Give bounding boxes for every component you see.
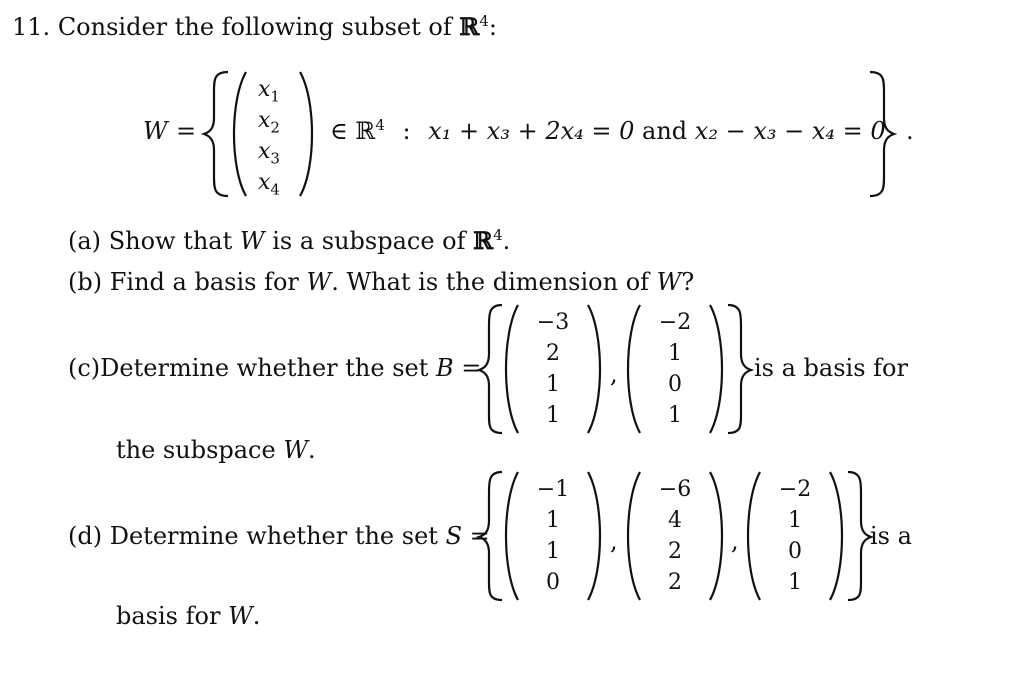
d-right-brace bbox=[848, 472, 871, 600]
vector-entry-x2: $x_2$ bbox=[258, 108, 280, 137]
part-c-tail: is a basis for bbox=[754, 354, 908, 382]
vector-entry: 2 bbox=[546, 341, 560, 366]
part-a-period: . bbox=[502, 227, 511, 255]
vector-entry-x4: $x_4$ bbox=[258, 170, 280, 199]
part-c-comma: , bbox=[610, 360, 618, 388]
vector-entry: 0 bbox=[788, 539, 802, 564]
in-reals: ∈ ℝ bbox=[330, 117, 376, 145]
vector-entry: −2 bbox=[778, 477, 812, 502]
vector-entry: 1 bbox=[668, 403, 682, 428]
part-c-period: . bbox=[308, 436, 316, 464]
part-d-comma-2: , bbox=[731, 527, 739, 555]
part-d-vector-3 bbox=[775, 474, 815, 598]
part-d-label: (d) bbox=[68, 522, 103, 550]
vector-entry: 1 bbox=[668, 341, 682, 366]
part-d-equals: = bbox=[469, 522, 490, 550]
d-left-brace bbox=[479, 472, 502, 600]
set-w-equals: = bbox=[176, 117, 197, 145]
part-a-label: (a) bbox=[68, 227, 102, 255]
vector-entry-x3: $x_3$ bbox=[258, 139, 280, 168]
part-d-vector-1 bbox=[533, 474, 573, 598]
part-d-text: Determine whether the set bbox=[109, 522, 438, 550]
part-b-text2: . What is the dimension of bbox=[331, 268, 650, 296]
part-c-text: Determine whether the set bbox=[100, 354, 429, 382]
part-b-w2: W bbox=[656, 268, 682, 296]
reals-symbol: ℝ bbox=[459, 12, 480, 41]
vector-entry: 0 bbox=[668, 372, 682, 397]
vector-entry: 4 bbox=[668, 508, 682, 533]
d-v2-left-paren bbox=[628, 472, 640, 600]
vector-entry: 1 bbox=[546, 403, 560, 428]
part-d-line2-text: basis for bbox=[116, 602, 221, 630]
set-w-period: . bbox=[906, 117, 914, 145]
d-v2-right-paren bbox=[710, 472, 722, 600]
part-d-tail: is a bbox=[870, 522, 912, 550]
d-v3-left-paren bbox=[748, 472, 760, 600]
d-v1-right-paren bbox=[588, 472, 600, 600]
vector-entry: −2 bbox=[658, 310, 692, 335]
and-word: and bbox=[642, 117, 688, 145]
part-d-s: S bbox=[445, 522, 463, 550]
vector-entry: 2 bbox=[668, 570, 682, 595]
part-b-w: W bbox=[306, 268, 332, 296]
part-d-period: . bbox=[252, 602, 261, 630]
part-d-comma-1: , bbox=[610, 527, 618, 555]
heading-colon: : bbox=[488, 13, 497, 41]
part-a-reals: ℝ bbox=[473, 226, 494, 255]
such-that-colon: : bbox=[402, 117, 411, 145]
vector-entry: −6 bbox=[658, 477, 692, 502]
vector-entry: 1 bbox=[546, 372, 560, 397]
vector-entry: 1 bbox=[546, 508, 560, 533]
problem-intro: Consider the following subset of bbox=[57, 13, 452, 41]
d-v1-left-paren bbox=[506, 472, 518, 600]
part-d-vector-2 bbox=[655, 474, 695, 598]
set-w-lhs: W bbox=[143, 117, 168, 145]
part-c-label: (c) bbox=[68, 354, 101, 382]
vector-entry: 1 bbox=[788, 508, 802, 533]
part-b-text: Find a basis for bbox=[109, 268, 299, 296]
part-d-line2 bbox=[116, 602, 260, 630]
vector-entry: 1 bbox=[788, 570, 802, 595]
vector-entry-x1: $x_1$ bbox=[258, 77, 280, 106]
vector-entry: 1 bbox=[546, 539, 560, 564]
part-b-question: ? bbox=[681, 268, 695, 296]
vector-entry: −1 bbox=[536, 477, 570, 502]
problem-number: 11. bbox=[12, 13, 51, 41]
condition-1: x₁ + x₃ + 2x₄ = 0 bbox=[428, 117, 635, 145]
vector-entry: 2 bbox=[668, 539, 682, 564]
part-b-label: (b) bbox=[68, 268, 103, 296]
vector-entry: 0 bbox=[546, 570, 560, 595]
part-d-w: W bbox=[228, 602, 253, 630]
part-c-b: B bbox=[436, 354, 454, 382]
vector-entry: −3 bbox=[536, 310, 570, 335]
part-a-text: Show that bbox=[108, 227, 233, 255]
d-v3-right-paren bbox=[830, 472, 842, 600]
part-c-w: W bbox=[283, 436, 309, 464]
part-a-text2: is a subspace of bbox=[272, 227, 466, 255]
part-a-w: W bbox=[239, 227, 265, 255]
reals-exponent: 4 bbox=[479, 12, 489, 30]
part-c-equals: = bbox=[461, 354, 482, 382]
reals-exponent: 4 bbox=[375, 116, 385, 134]
part-c-line2-text: the subspace bbox=[116, 436, 276, 464]
condition-2: x₂ − x₃ − x₄ = 0 bbox=[694, 117, 886, 145]
part-a-exponent: 4 bbox=[493, 226, 503, 244]
